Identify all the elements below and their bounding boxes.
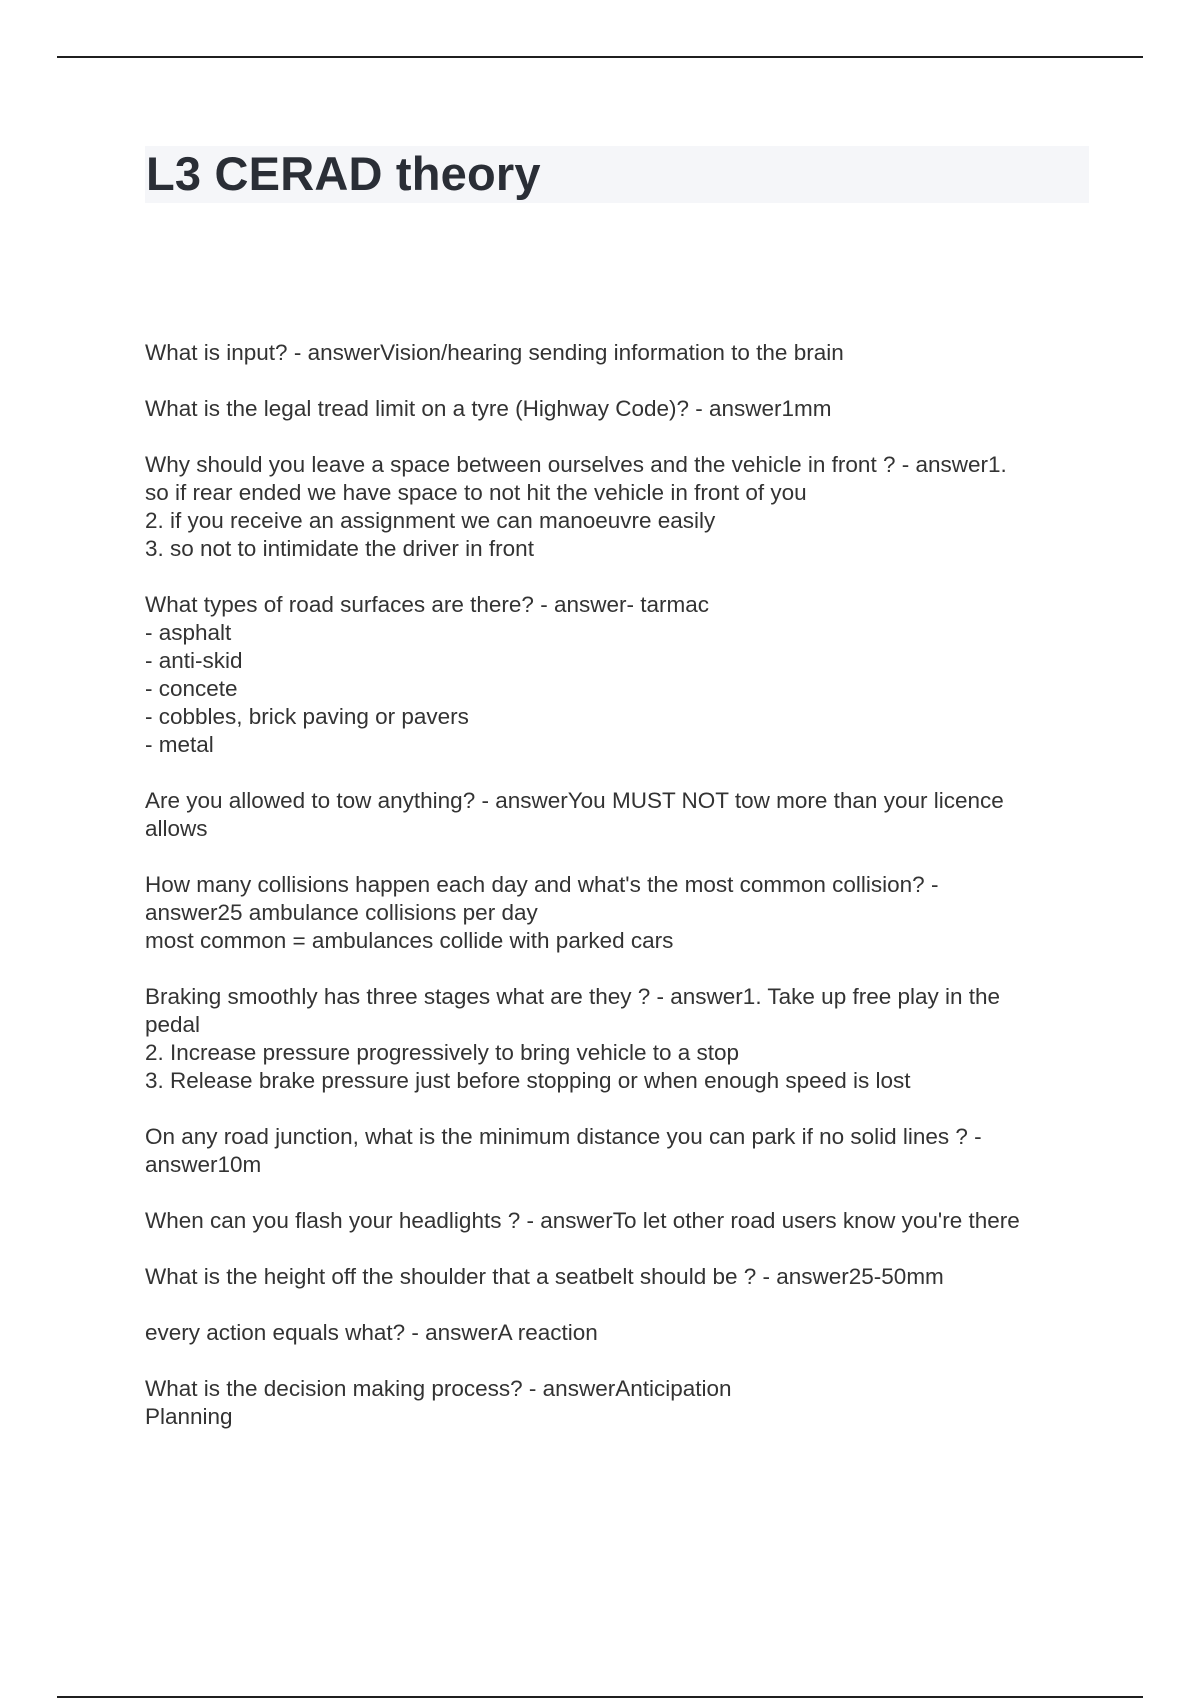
qa-line: every action equals what? - answerA reaction	[145, 1320, 598, 1345]
qa-line: most common = ambulances collide with parked cars	[145, 928, 674, 953]
qa-line: When can you flash your headlights ? - answerTo let other road users know you're there	[145, 1208, 1020, 1233]
qa-item	[145, 983, 1095, 1095]
qa-line: - asphalt	[145, 620, 232, 645]
qa-line: Braking smoothly has three stages what are they ? - answer1. Take up free play in the	[145, 984, 1001, 1009]
qa-line: How many collisions happen each day and what's the most common collision? -	[145, 872, 939, 897]
qa-list	[145, 339, 1095, 1459]
qa-line: - anti-skid	[145, 648, 243, 673]
qa-line: - metal	[145, 732, 214, 757]
qa-item	[145, 871, 1095, 955]
top-rule	[57, 56, 1143, 58]
qa-line: so if rear ended we have space to not hit the vehicle in front of you	[145, 480, 807, 505]
qa-item	[145, 1319, 1095, 1347]
qa-item	[145, 1123, 1095, 1179]
qa-line: - cobbles, brick paving or pavers	[145, 704, 469, 729]
qa-line: 2. if you receive an assignment we can manoeuvre easily	[145, 508, 716, 533]
qa-line: answer10m	[145, 1152, 262, 1177]
qa-item	[145, 787, 1095, 843]
page-title: L3 CERAD theory	[146, 147, 541, 200]
qa-item	[145, 591, 1095, 759]
qa-line: What types of road surfaces are there? - answer- tarmac	[145, 592, 709, 617]
qa-line: 3. Release brake pressure just before stopping or when enough speed is lost	[145, 1068, 911, 1093]
qa-line: Planning	[145, 1404, 233, 1429]
qa-item	[145, 395, 1095, 423]
qa-item	[145, 451, 1095, 563]
qa-line: On any road junction, what is the minimum distance you can park if no solid lines ? -	[145, 1124, 982, 1149]
qa-item	[145, 1263, 1095, 1291]
qa-item	[145, 1207, 1095, 1235]
qa-line: What is the height off the shoulder that a seatbelt should be ? - answer25-50mm	[145, 1264, 944, 1289]
qa-item	[145, 1375, 1095, 1431]
qa-line: answer25 ambulance collisions per day	[145, 900, 538, 925]
qa-item	[145, 339, 1095, 367]
qa-line: 2. Increase pressure progressively to bring vehicle to a stop	[145, 1040, 740, 1065]
qa-line: 3. so not to intimidate the driver in front	[145, 536, 534, 561]
qa-line: Why should you leave a space between ourselves and the vehicle in front ? - answer1.	[145, 452, 1007, 477]
bottom-rule	[57, 1696, 1143, 1698]
qa-line: What is input? - answerVision/hearing sending information to the brain	[145, 340, 844, 365]
qa-line: - concete	[145, 676, 238, 701]
qa-line: What is the decision making process? - answerAnticipation	[145, 1376, 732, 1401]
qa-line: Are you allowed to tow anything? - answerYou MUST NOT tow more than your licence	[145, 788, 1004, 813]
qa-line: allows	[145, 816, 208, 841]
qa-line: pedal	[145, 1012, 201, 1037]
qa-line: What is the legal tread limit on a tyre (Highway Code)? - answer1mm	[145, 396, 832, 421]
